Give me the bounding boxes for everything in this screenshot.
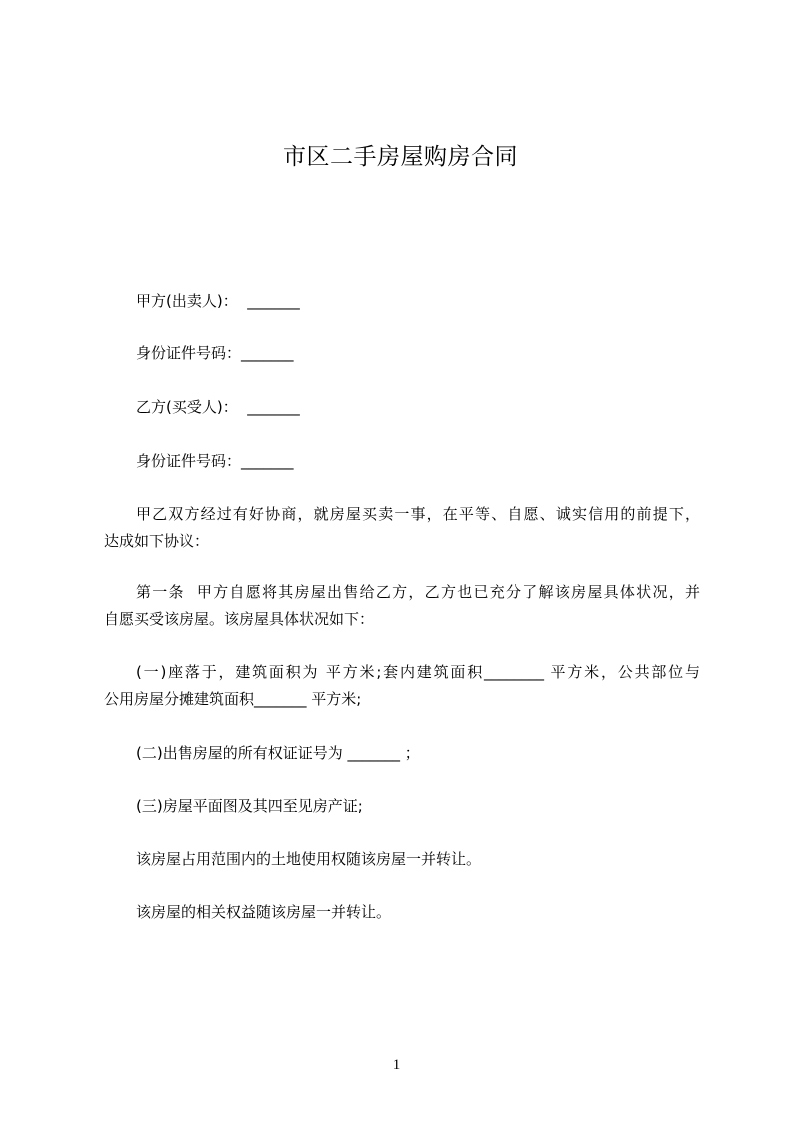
buyer-id-field	[104, 448, 700, 475]
seller-id-field-line: 身份证件号码：_______	[136, 344, 294, 362]
buyer-field-line: 乙方(买受人)： _______	[136, 398, 300, 416]
paragraph-line: 公用房屋分摊建筑面积_______ 平方米;	[104, 690, 362, 708]
item-three-paragraph	[104, 793, 700, 820]
buyer-id-field-line: 身份证件号码：_______	[136, 452, 294, 470]
paragraph-line: 甲乙双方经过有好协商，就房屋买卖一事，在平等、自愿、诚实信用的前提下，	[136, 505, 700, 523]
related-rights-paragraph	[104, 899, 700, 926]
paragraph-line: 该房屋的相关权益随该房屋一并转让。	[136, 903, 392, 921]
paragraph-line: (二)出售房屋的所有权证证号为 _______ ；	[136, 744, 420, 762]
paragraph-line: (三)房屋平面图及其四至见房产证;	[136, 797, 363, 815]
seller-id-field	[104, 340, 700, 367]
item-one-paragraph	[104, 659, 700, 713]
preamble-paragraph	[104, 501, 700, 555]
document-title: 市区二手房屋购房合同	[283, 144, 518, 170]
article-one-paragraph	[104, 579, 700, 633]
seller-field	[104, 288, 700, 315]
buyer-field	[104, 394, 700, 421]
land-rights-paragraph	[104, 846, 700, 873]
paragraph-line: 自愿买受该房屋。该房屋具体状况如下：	[104, 610, 375, 628]
seller-field-line: 甲方(出卖人)： _______	[136, 292, 300, 310]
paragraph-line: 达成如下协议：	[104, 532, 210, 550]
paragraph-line: 该房屋占用范围内的土地使用权随该房屋一并转让。	[136, 850, 482, 868]
paragraph-line: (一)座落于，建筑面积为 平方米;套内建筑面积________ 平方米，公共部位与	[136, 663, 700, 681]
page-number: 1	[392, 1057, 401, 1073]
paragraph-line: 第一条 甲方自愿将其房屋出售给乙方，乙方也已充分了解该房屋具体状况，并	[136, 583, 700, 601]
item-two-paragraph	[104, 740, 700, 767]
